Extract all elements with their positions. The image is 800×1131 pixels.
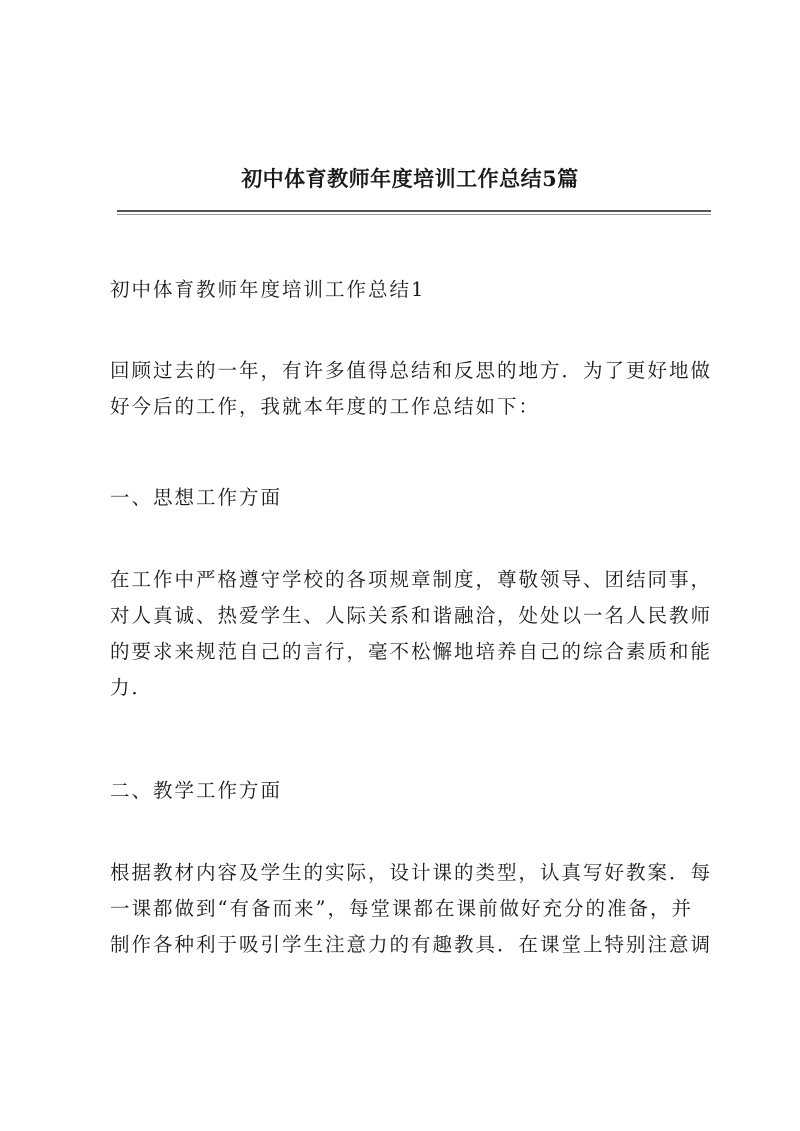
text-line: 二、教学工作方面 [110, 779, 283, 802]
paragraph-thought-work [110, 562, 714, 706]
section-heading [110, 272, 714, 308]
text-line: 的要求来规范自己的言行，毫不松懈地培养自己的综合素质和能 [110, 640, 713, 663]
text-line: 力． [110, 676, 154, 699]
text-line: 在工作中严格遵守学校的各项规章制度，尊敬领导、团结同事， [110, 568, 713, 591]
text-line: 一课都做到“有备而来”，每堂课都在课前做好充分的准备，并 [110, 897, 693, 920]
text-line: 初中体育教师年度培训工作总结1 [110, 278, 426, 301]
title-underline-thin [117, 214, 711, 215]
text-line: 回顾过去的一年，有许多值得总结和反思的地方．为了更好地做 [110, 359, 713, 382]
text-line: 对人真诚、热爱学生、人际关系和谐融洽，处处以一名人民教师 [110, 604, 713, 627]
section-heading [110, 480, 714, 516]
text-line: 一、思想工作方面 [110, 486, 283, 509]
text-line: 制作各种利于吸引学生注意力的有趣教具．在课堂上特别注意调 [110, 933, 713, 956]
paragraph-teaching-work [110, 855, 714, 963]
text-line: 好今后的工作，我就本年度的工作总结如下： [110, 395, 541, 418]
text-line: 根据教材内容及学生的实际，设计课的类型，认真写好教案．每 [110, 861, 713, 884]
paragraph-intro [110, 353, 714, 425]
document-title: 初中体育教师年度培训工作总结5篇 [241, 166, 579, 191]
title-underline [117, 210, 711, 212]
section-heading [110, 773, 714, 809]
